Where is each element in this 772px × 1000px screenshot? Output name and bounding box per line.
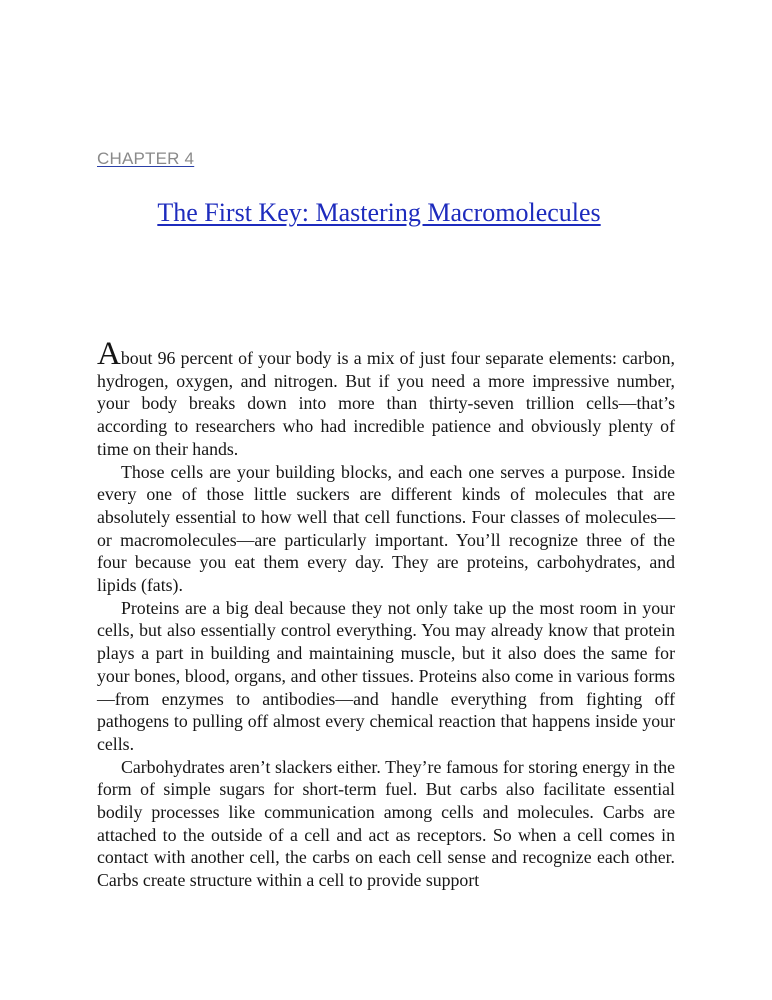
paragraph-1 — [97, 336, 675, 461]
drop-cap-initial: A — [97, 336, 121, 372]
chapter-body-text — [97, 336, 675, 892]
paragraph-1-text: bout 96 percent of your body is a mix of just four separate elements: carbon, hydrogen, oxygen, and nitrogen. But if you need a more impressive number, your body breaks down into more than thirty-seven trillion cells—that’s according to researchers who had incredible patience and obviously plenty of time on their hands. — [97, 348, 675, 459]
chapter-number-link[interactable]: CHAPTER 4 — [97, 149, 195, 168]
chapter-title-link[interactable]: The First Key: Mastering Macromolecules — [157, 198, 601, 227]
paragraph-3: Proteins are a big deal because they not only take up the most room in your cells, but also essentially control everything. You may already know that protein plays a part in building and maintaining muscle, but it also does the same for your bones, blood, organs, and other tissues. Proteins also come in various forms—from enzymes to antibodies—and handle everything from fighting off pathogens to pulling off almost every chemical reaction that happens inside your cells. — [97, 597, 675, 754]
paragraph-4: Carbohydrates aren’t slackers either. They’re famous for storing energy in the form of simple sugars for short-term fuel. But carbs also facilitate essential bodily processes like communication among cells and molecules. Carbs are attached to the outside of a cell and act as receptors. So when a cell comes in contact with another cell, the carbs on each cell sense and recognize each other. Carbs create structure within a cell to provide support — [97, 756, 675, 891]
paragraph-2: Those cells are your building blocks, and each one serves a purpose. Inside every one of those little suckers are different kinds of molecules that are absolutely essential to how well that cell functions. Four classes of molecules—or macromolecules—are particularly important. You’ll recognize three of the four because you eat them every day. They are proteins, carbohydrates, and lipids (fats). — [97, 461, 675, 596]
